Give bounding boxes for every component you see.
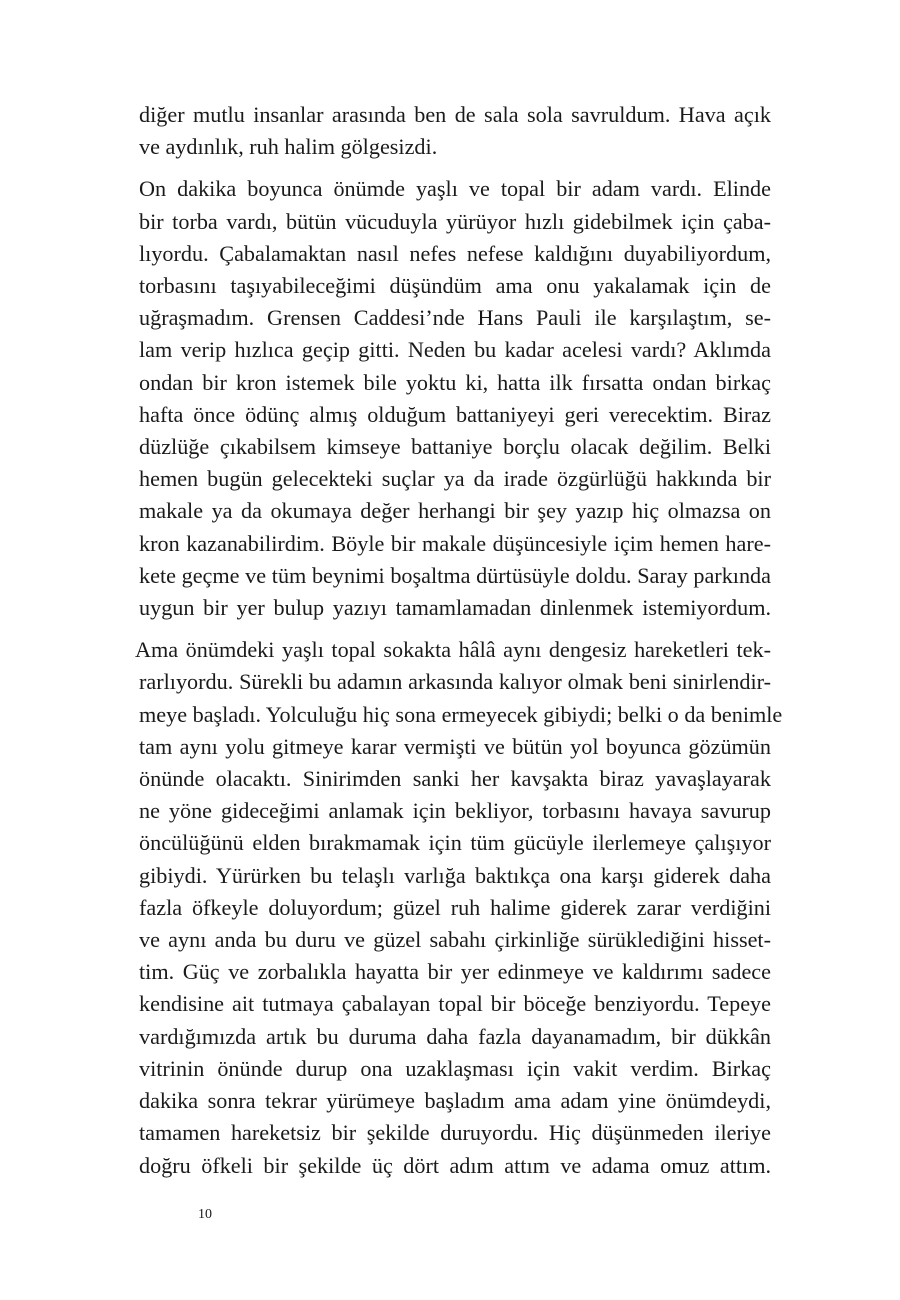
text-line: kron kazanabilirdim. Böyle bir makale düşüncesiyle içim hemen hare- <box>139 530 771 556</box>
text-line: meye başladı. Yolculuğu hiç sona ermeyecek gibiydi; belki o da benimle <box>139 701 783 727</box>
text-line: fazla öfkeyle doluyordum; güzel ruh halime giderek zarar verdiğini <box>139 894 771 920</box>
text-line: torbasını taşıyabileceğimi düşündüm ama onu yakalamak için de <box>139 273 771 299</box>
text-line: önünde olacaktı. Sinirimden sanki her kavşakta biraz yavaşlayarak <box>139 766 771 792</box>
text-line: vitrinin önünde durup ona uzaklaşması için vakit verdim. Birkaç <box>139 1055 771 1081</box>
text-line: kendisine ait tutmaya çabalayan topal bir böceğe benziyordu. Tepeye <box>139 991 771 1017</box>
text-line: tam aynı yolu gitmeye karar vermişti ve bütün yol boyunca gözümün <box>139 733 771 759</box>
text-line: gibiydi. Yürürken bu telaşlı varlığa baktıkça ona karşı giderek daha <box>139 862 771 888</box>
text-line: Ama önümdeki yaşlı topal sokakta hâlâ aynı dengesiz hareketleri tek- <box>135 637 771 663</box>
text-line: lıyordu. Çabalamaktan nasıl nefes nefese kaldığını duyabiliyordum, <box>139 240 771 266</box>
text-line: tim. Güç ve zorbalıkla hayatta bir yer edinmeye ve kaldırımı sadece <box>139 959 771 985</box>
text-line: doğru öfkeli bir şekilde üç dört adım attım ve adama omuz attım. <box>139 1152 771 1178</box>
text-line: On dakika boyunca önümde yaşlı ve topal bir adam vardı. Elinde <box>139 176 771 202</box>
text-line: ne yöne gideceğimi anlamak için bekliyor, torbasını havaya savurup <box>139 798 771 824</box>
text-line: ve aydınlık, ruh halim gölgesizdi. <box>139 134 438 160</box>
page-number: 10 <box>198 1207 212 1222</box>
text-line: lam verip hızlıca geçip gitti. Neden bu kadar acelesi vardı? Aklımda <box>139 337 771 363</box>
paragraph-2 <box>139 173 771 624</box>
text-line: düzlüğe çıkabilsem kimseye battaniye borçlu olacak değilim. Belki <box>139 434 771 460</box>
text-line: ondan bir kron istemek bile yoktu ki, hatta ilk fırsatta ondan birkaç <box>139 369 771 395</box>
text-line: diğer mutlu insanlar arasında ben de sala sola savruldum. Hava açık <box>139 102 771 127</box>
text-line: uygun bir yer bulup yazıyı tamamlamadan dinlenmek istemiyordum. <box>139 595 771 621</box>
text-line: hafta önce ödünç almış olduğum battaniyeyi geri verecektim. Biraz <box>139 401 771 427</box>
text-line: bir torba vardı, bütün vücuduyla yürüyor hızlı gidebilmek için çaba- <box>139 208 771 234</box>
text-line: rarlıyordu. Sürekli bu adamın arkasında kalıyor olmak beni sinirlendir- <box>139 669 771 695</box>
text-line: kete geçme ve tüm beynimi boşaltma dürtüsüyle doldu. Saray parkında <box>139 562 771 588</box>
body-text <box>135 99 783 1182</box>
text-line: dakika sonra tekrar yürümeye başladım ama adam yine önümdeydi, <box>139 1088 771 1114</box>
text-line: ve aynı anda bu duru ve güzel sabahı çirkinliğe sürüklediğini hisset- <box>139 927 771 953</box>
paragraph-1 <box>139 99 771 163</box>
text-line: vardığımızda artık bu duruma daha fazla dayanamadım, bir dükkân <box>139 1023 771 1049</box>
text-line: makale ya da okumaya değer herhangi bir şey yazıp hiç olmazsa on <box>139 498 771 524</box>
text-line: uğraşmadım. Grensen Caddesi’nde Hans Pauli ile karşılaştım, se- <box>139 305 771 331</box>
paragraph-3 <box>135 634 783 1181</box>
text-line: öncülüğünü elden bırakmamak için tüm gücüyle ilerlemeye çalışıyor <box>139 830 771 856</box>
text-line: tamamen hareketsiz bir şekilde duruyordu. Hiç düşünmeden ileriye <box>139 1120 771 1146</box>
text-line: hemen bugün gelecekteki suçlar ya da irade özgürlüğü hakkında bir <box>139 466 771 492</box>
